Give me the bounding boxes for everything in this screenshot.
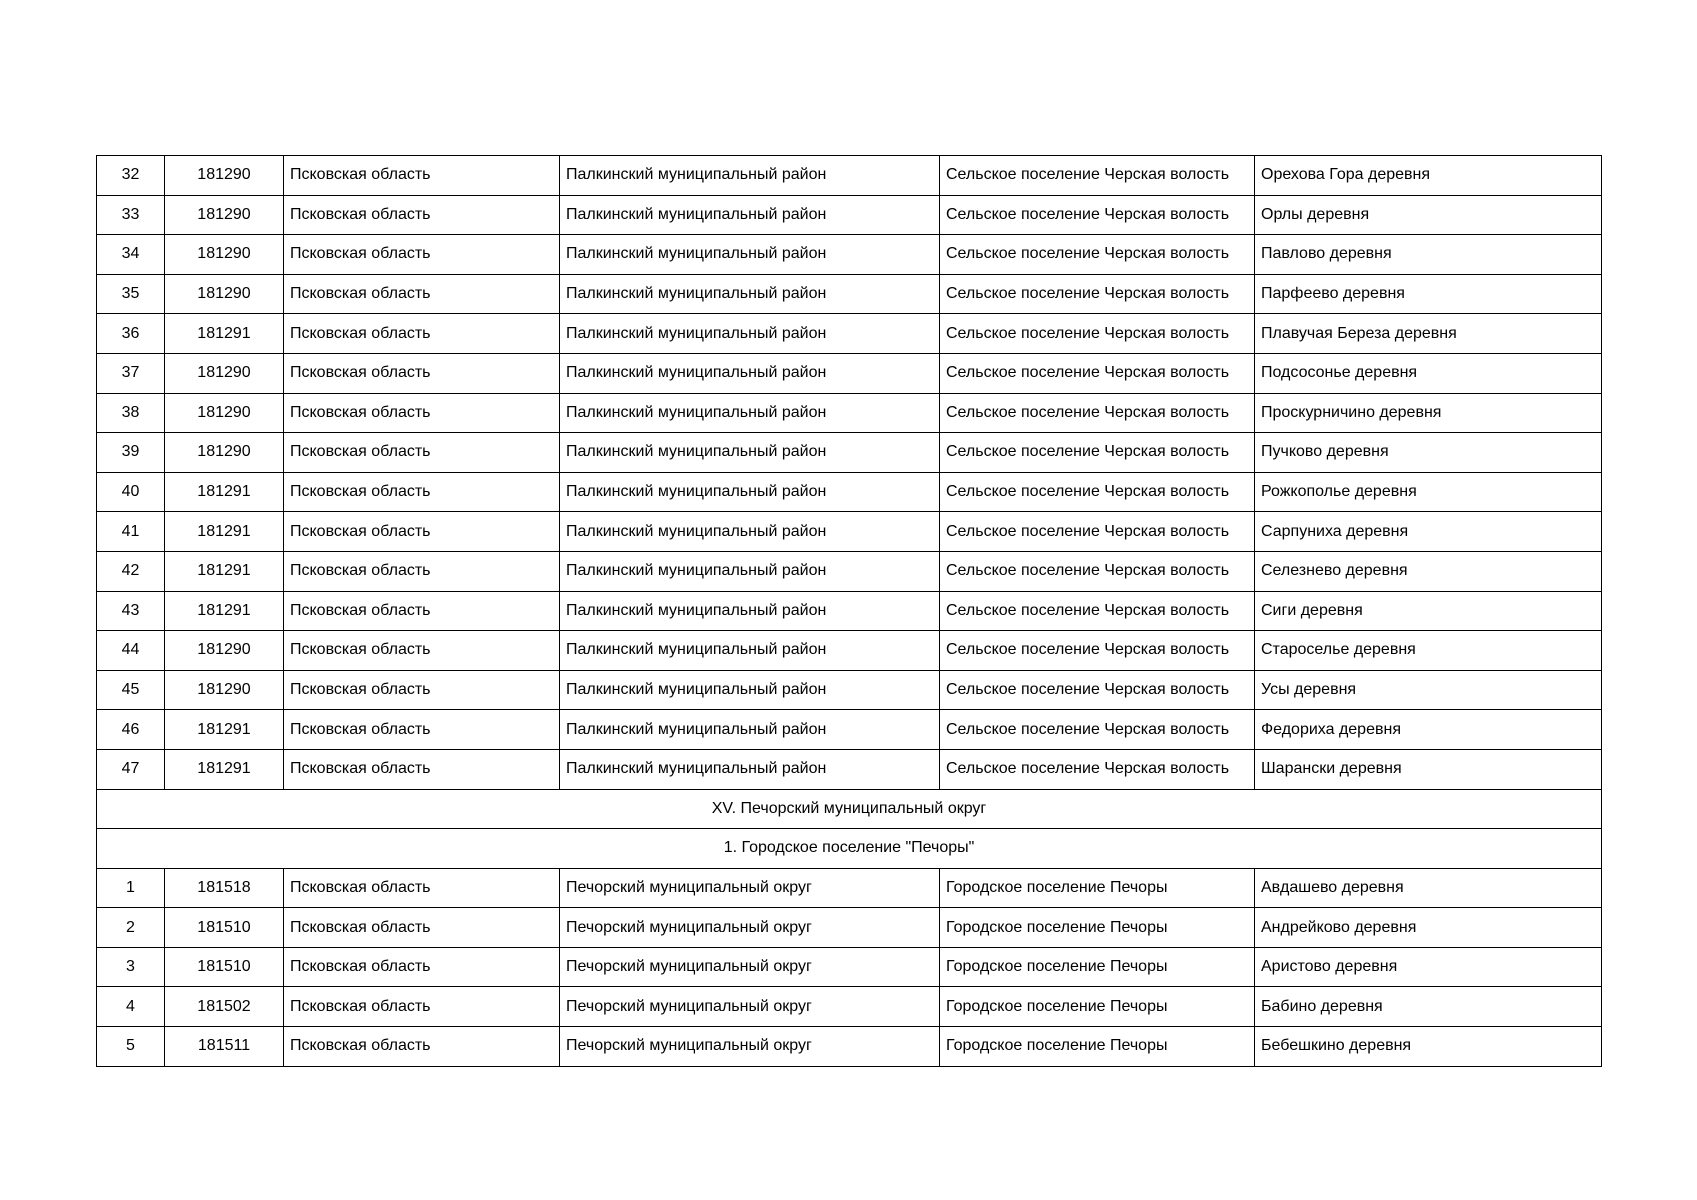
locality-cell: Усы деревня <box>1255 670 1602 710</box>
postal-code-cell: 181510 <box>165 947 284 987</box>
table-row <box>97 195 1602 235</box>
district-cell: Палкинский муниципальный район <box>560 353 940 393</box>
row-number-cell: 5 <box>97 1027 165 1067</box>
region-cell: Псковская область <box>284 274 560 314</box>
region-cell: Псковская область <box>284 868 560 908</box>
section-header-cell: XV. Печорский муниципальный округ <box>97 789 1602 829</box>
table-row <box>97 749 1602 789</box>
locality-cell: Плавучая Береза деревня <box>1255 314 1602 354</box>
table-row <box>97 710 1602 750</box>
postal-code-cell: 181502 <box>165 987 284 1027</box>
district-cell: Палкинский муниципальный район <box>560 591 940 631</box>
table-row <box>97 987 1602 1027</box>
postal-code-cell: 181291 <box>165 591 284 631</box>
row-number-cell: 43 <box>97 591 165 631</box>
row-number-cell: 33 <box>97 195 165 235</box>
table-row <box>97 512 1602 552</box>
table-row <box>97 433 1602 473</box>
district-cell: Палкинский муниципальный район <box>560 710 940 750</box>
table-row <box>97 591 1602 631</box>
settlement-cell: Сельское поселение Черская волость <box>940 393 1255 433</box>
settlement-cell: Сельское поселение Черская волость <box>940 512 1255 552</box>
row-number-cell: 41 <box>97 512 165 552</box>
table-row <box>97 235 1602 275</box>
district-cell: Печорский муниципальный округ <box>560 868 940 908</box>
district-cell: Палкинский муниципальный район <box>560 393 940 433</box>
postal-code-cell: 181290 <box>165 195 284 235</box>
table-row <box>97 314 1602 354</box>
region-cell: Псковская область <box>284 631 560 671</box>
settlement-cell: Городское поселение Печоры <box>940 908 1255 948</box>
row-number-cell: 47 <box>97 749 165 789</box>
locality-cell: Староселье деревня <box>1255 631 1602 671</box>
locality-cell: Селезнево деревня <box>1255 551 1602 591</box>
settlement-cell: Сельское поселение Черская волость <box>940 433 1255 473</box>
settlement-cell: Сельское поселение Черская волость <box>940 670 1255 710</box>
row-number-cell: 35 <box>97 274 165 314</box>
postal-code-cell: 181290 <box>165 235 284 275</box>
locality-cell: Федориха деревня <box>1255 710 1602 750</box>
postal-code-cell: 181290 <box>165 156 284 196</box>
region-cell: Псковская область <box>284 512 560 552</box>
district-cell: Палкинский муниципальный район <box>560 631 940 671</box>
locality-cell: Андрейково деревня <box>1255 908 1602 948</box>
table-row <box>97 908 1602 948</box>
table-row <box>97 393 1602 433</box>
settlement-cell: Городское поселение Печоры <box>940 987 1255 1027</box>
row-number-cell: 34 <box>97 235 165 275</box>
row-number-cell: 4 <box>97 987 165 1027</box>
table-row <box>97 947 1602 987</box>
postal-code-cell: 181290 <box>165 631 284 671</box>
postal-code-cell: 181290 <box>165 274 284 314</box>
settlement-cell: Сельское поселение Черская волость <box>940 274 1255 314</box>
row-number-cell: 42 <box>97 551 165 591</box>
region-cell: Псковская область <box>284 195 560 235</box>
locality-cell: Подсосонье деревня <box>1255 353 1602 393</box>
district-cell: Палкинский муниципальный район <box>560 156 940 196</box>
row-number-cell: 1 <box>97 868 165 908</box>
region-cell: Псковская область <box>284 156 560 196</box>
settlement-cell: Сельское поселение Черская волость <box>940 749 1255 789</box>
settlement-cell: Городское поселение Печоры <box>940 1027 1255 1067</box>
locality-cell: Авдашево деревня <box>1255 868 1602 908</box>
district-cell: Палкинский муниципальный район <box>560 433 940 473</box>
table-row <box>97 274 1602 314</box>
district-cell: Печорский муниципальный округ <box>560 1027 940 1067</box>
settlement-cell: Сельское поселение Черская волость <box>940 631 1255 671</box>
row-number-cell: 38 <box>97 393 165 433</box>
table-row <box>97 551 1602 591</box>
section-header-cell: 1. Городское поселение "Печоры" <box>97 829 1602 869</box>
postal-code-cell: 181290 <box>165 353 284 393</box>
district-cell: Палкинский муниципальный район <box>560 314 940 354</box>
settlement-cell: Сельское поселение Черская волость <box>940 591 1255 631</box>
locality-cell: Бабино деревня <box>1255 987 1602 1027</box>
postal-code-cell: 181291 <box>165 551 284 591</box>
region-cell: Псковская область <box>284 551 560 591</box>
settlement-cell: Сельское поселение Черская волость <box>940 472 1255 512</box>
postal-code-cell: 181290 <box>165 433 284 473</box>
locality-cell: Аристово деревня <box>1255 947 1602 987</box>
table-row <box>97 1027 1602 1067</box>
postal-code-cell: 181511 <box>165 1027 284 1067</box>
table-row <box>97 156 1602 196</box>
row-number-cell: 32 <box>97 156 165 196</box>
table-body <box>97 156 1602 1067</box>
row-number-cell: 46 <box>97 710 165 750</box>
region-cell: Псковская область <box>284 670 560 710</box>
region-cell: Псковская область <box>284 1027 560 1067</box>
table-row <box>97 868 1602 908</box>
row-number-cell: 36 <box>97 314 165 354</box>
district-cell: Палкинский муниципальный район <box>560 235 940 275</box>
settlement-cell: Сельское поселение Черская волость <box>940 235 1255 275</box>
settlement-cell: Городское поселение Печоры <box>940 947 1255 987</box>
region-cell: Псковская область <box>284 749 560 789</box>
district-cell: Палкинский муниципальный район <box>560 274 940 314</box>
region-cell: Псковская область <box>284 987 560 1027</box>
district-cell: Палкинский муниципальный район <box>560 551 940 591</box>
region-cell: Псковская область <box>284 472 560 512</box>
locality-cell: Орлы деревня <box>1255 195 1602 235</box>
region-cell: Псковская область <box>284 710 560 750</box>
region-cell: Псковская область <box>284 314 560 354</box>
region-cell: Псковская область <box>284 235 560 275</box>
district-cell: Палкинский муниципальный район <box>560 670 940 710</box>
locality-cell: Пучково деревня <box>1255 433 1602 473</box>
row-number-cell: 45 <box>97 670 165 710</box>
postal-code-cell: 181291 <box>165 512 284 552</box>
locality-cell: Сиги деревня <box>1255 591 1602 631</box>
settlement-cell: Сельское поселение Черская волость <box>940 551 1255 591</box>
locality-cell: Парфеево деревня <box>1255 274 1602 314</box>
section-header-row <box>97 789 1602 829</box>
postal-code-cell: 181510 <box>165 908 284 948</box>
row-number-cell: 37 <box>97 353 165 393</box>
postal-code-cell: 181518 <box>165 868 284 908</box>
district-cell: Печорский муниципальный округ <box>560 947 940 987</box>
row-number-cell: 3 <box>97 947 165 987</box>
table-row <box>97 472 1602 512</box>
district-cell: Печорский муниципальный округ <box>560 987 940 1027</box>
locality-cell: Шарански деревня <box>1255 749 1602 789</box>
district-cell: Палкинский муниципальный район <box>560 749 940 789</box>
postal-code-cell: 181291 <box>165 710 284 750</box>
postal-code-cell: 181291 <box>165 314 284 354</box>
locality-cell: Рожкополье деревня <box>1255 472 1602 512</box>
locality-cell: Орехова Гора деревня <box>1255 156 1602 196</box>
postal-code-cell: 181291 <box>165 472 284 512</box>
district-cell: Печорский муниципальный округ <box>560 908 940 948</box>
section-header-row <box>97 829 1602 869</box>
postal-code-cell: 181290 <box>165 393 284 433</box>
table-row <box>97 631 1602 671</box>
district-cell: Палкинский муниципальный район <box>560 195 940 235</box>
settlements-table <box>96 155 1602 1067</box>
row-number-cell: 44 <box>97 631 165 671</box>
row-number-cell: 40 <box>97 472 165 512</box>
region-cell: Псковская область <box>284 908 560 948</box>
postal-code-cell: 181291 <box>165 749 284 789</box>
region-cell: Псковская область <box>284 353 560 393</box>
region-cell: Псковская область <box>284 947 560 987</box>
settlement-cell: Сельское поселение Черская волость <box>940 353 1255 393</box>
table-row <box>97 670 1602 710</box>
locality-cell: Сарпуниха деревня <box>1255 512 1602 552</box>
settlement-cell: Сельское поселение Черская волость <box>940 156 1255 196</box>
settlement-cell: Сельское поселение Черская волость <box>940 710 1255 750</box>
settlement-cell: Городское поселение Печоры <box>940 868 1255 908</box>
postal-code-cell: 181290 <box>165 670 284 710</box>
row-number-cell: 39 <box>97 433 165 473</box>
settlement-cell: Сельское поселение Черская волость <box>940 195 1255 235</box>
region-cell: Псковская область <box>284 591 560 631</box>
locality-cell: Проскурничино деревня <box>1255 393 1602 433</box>
table-row <box>97 353 1602 393</box>
settlement-cell: Сельское поселение Черская волость <box>940 314 1255 354</box>
district-cell: Палкинский муниципальный район <box>560 512 940 552</box>
row-number-cell: 2 <box>97 908 165 948</box>
district-cell: Палкинский муниципальный район <box>560 472 940 512</box>
locality-cell: Бебешкино деревня <box>1255 1027 1602 1067</box>
region-cell: Псковская область <box>284 433 560 473</box>
region-cell: Псковская область <box>284 393 560 433</box>
locality-cell: Павлово деревня <box>1255 235 1602 275</box>
